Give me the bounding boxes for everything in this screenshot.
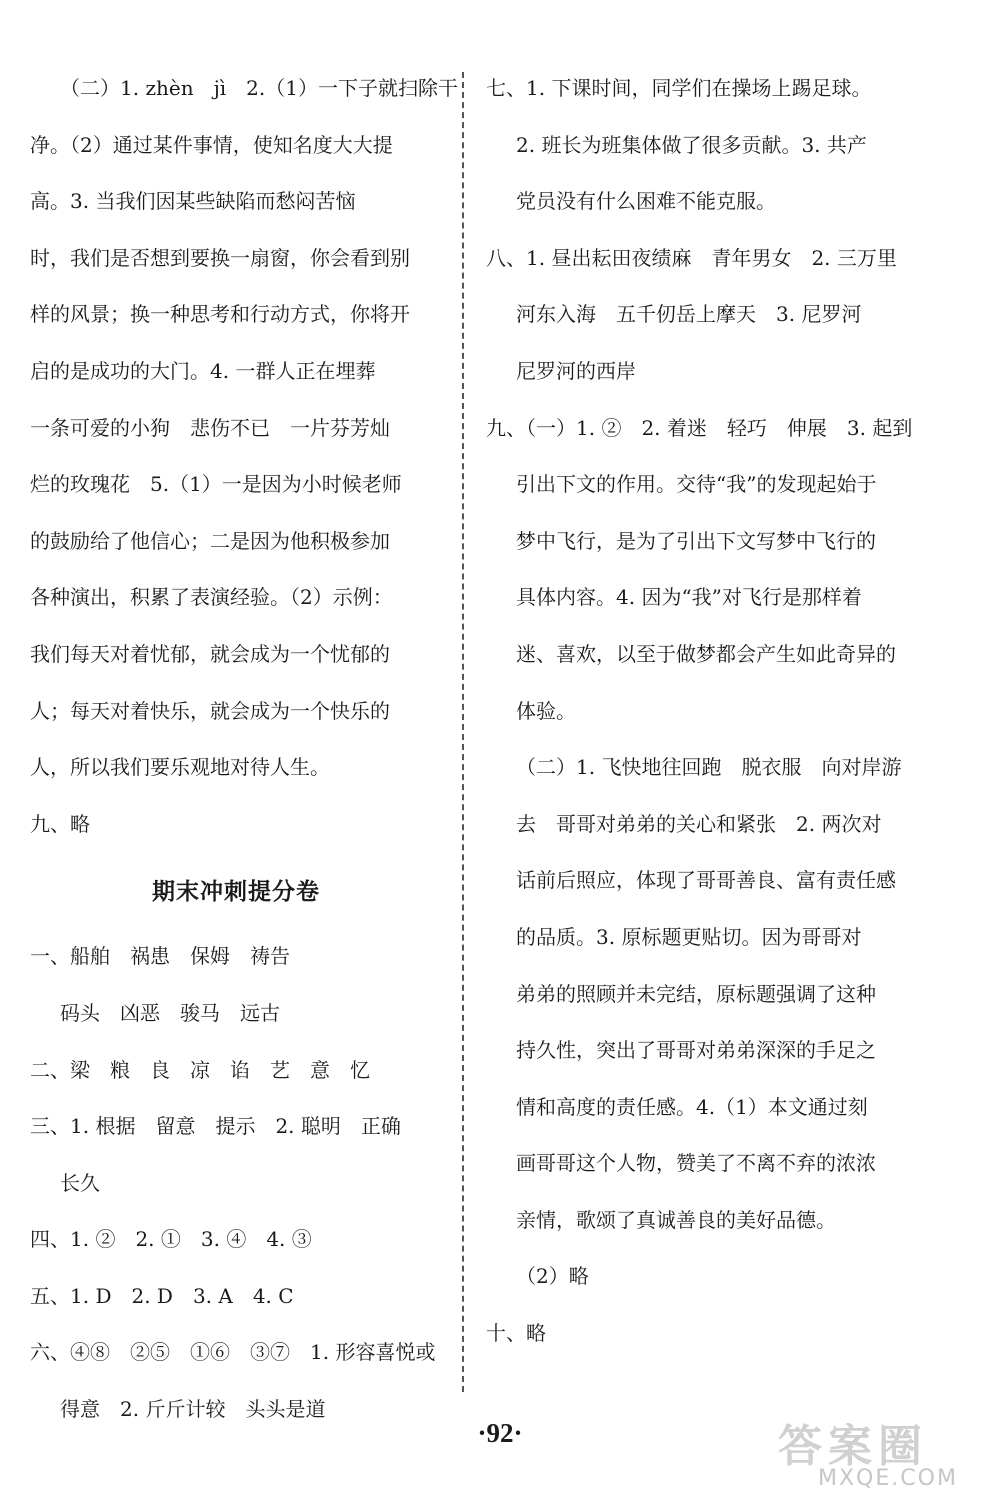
left-line: 烂的玫瑰花 5.（1）一是因为小时候老师 xyxy=(30,472,402,497)
exam-answer-lines xyxy=(30,928,442,1437)
right-line: 具体内容。4. 因为“我”对飞行是那样着 xyxy=(516,585,862,610)
right-line: 体验。 xyxy=(516,698,576,723)
left-line: （二）1. zhèn jì 2.（1）一下子就扫除干 xyxy=(60,76,458,100)
exam-line: 四、1. ② 2. ① 3. ④ 4. ③ xyxy=(30,1227,312,1252)
right-line: 的品质。3. 原标题更贴切。因为哥哥对 xyxy=(516,924,862,949)
right-line: 梦中飞行，是为了引出下文写梦中飞行的 xyxy=(516,528,876,553)
right-line: 2. 班长为班集体做了很多贡献。3. 共产 xyxy=(516,132,867,157)
right-line: 话前后照应，体现了哥哥善良、富有责任感 xyxy=(516,868,896,893)
right-line: 十、略 xyxy=(486,1321,546,1346)
exam-line: 五、1. D 2. D 3. A 4. C xyxy=(30,1283,294,1308)
left-line: 一条可爱的小狗 悲伤不已 一片芬芳灿 xyxy=(30,415,390,440)
left-line: 各种演出，积累了表演经验。（2）示例： xyxy=(30,585,393,610)
right-line: （二）1. 飞快地往回跑 脱衣服 向对岸游 xyxy=(516,755,902,780)
left-line: 人，所以我们要乐观地对待人生。 xyxy=(30,755,330,780)
exam-line: 六、④⑧ ②⑤ ①⑥ ③⑦ 1. 形容喜悦或 xyxy=(30,1340,436,1365)
right-line: 尼罗河的西岸 xyxy=(516,358,636,383)
left-line: 启的是成功的大门。4. 一群人正在埋葬 xyxy=(30,358,376,383)
right-line: 去 哥哥对弟弟的关心和紧张 2. 两次对 xyxy=(516,811,882,836)
left-line: 时，我们是否想到要换一扇窗，你会看到别 xyxy=(30,245,410,270)
watermark-logo xyxy=(772,1410,982,1496)
right-line: 九、（一）1. ② 2. 着迷 轻巧 伸展 3. 起到 xyxy=(486,415,913,440)
exam-line: 二、梁 粮 良 凉 谄 艺 意 忆 xyxy=(30,1057,370,1082)
exam-line: 码头 凶恶 骏马 远古 xyxy=(60,1000,280,1025)
watermark-url: MXQE.COM xyxy=(818,1466,958,1491)
left-answer-lines xyxy=(30,60,458,796)
exam-line: 长久 xyxy=(60,1170,100,1195)
right-line: 河东入海 五千仞岳上摩天 3. 尼罗河 xyxy=(516,302,862,327)
right-line: 八、1. 昼出耘田夜绩麻 青年男女 2. 三万里 xyxy=(486,245,897,270)
exam-line: 一、船舶 祸患 保姆 祷告 xyxy=(30,944,290,969)
right-column xyxy=(486,60,913,1362)
left-line: 净。（2）通过某件事情，使知名度大大提 xyxy=(30,132,393,157)
right-answer-lines xyxy=(486,60,913,1362)
right-line: （2）略 xyxy=(516,1264,589,1289)
right-line: 七、1. 下课时间，同学们在操场上踢足球。 xyxy=(486,76,872,100)
right-line: 持久性，突出了哥哥对弟弟深深的手足之 xyxy=(516,1038,876,1063)
exam-line: 得意 2. 斤斤计较 头头是道 xyxy=(60,1397,326,1422)
right-line: 弟弟的照顾并未完结，原标题强调了这种 xyxy=(516,981,876,1006)
left-line: 人；每天对着快乐，就会成为一个快乐的 xyxy=(30,698,390,723)
left-line: 样的风景；换一种思考和行动方式，你将开 xyxy=(30,302,410,327)
left-line: 我们每天对着忧郁，就会成为一个忧郁的 xyxy=(30,641,390,666)
right-line: 引出下文的作用。交待“我”的发现起始于 xyxy=(516,472,877,497)
page-number: ·92· xyxy=(477,1418,523,1448)
column-divider xyxy=(462,72,464,1392)
right-line: 迷、喜欢，以至于做梦都会产生如此奇异的 xyxy=(516,641,896,666)
left-line: 的鼓励给了他信心；二是因为他积极参加 xyxy=(30,528,390,553)
right-line: 党员没有什么困难不能克服。 xyxy=(516,189,776,214)
right-line: 亲情，歌颂了真诚善良的美好品德。 xyxy=(516,1207,836,1232)
right-line: 画哥哥这个人物，赞美了不离不弃的浓浓 xyxy=(516,1151,876,1176)
exam-line: 三、1. 根据 留意 提示 2. 聪明 正确 xyxy=(30,1114,401,1139)
section-title: 期末冲刺提分卷 xyxy=(152,879,320,906)
left-line: 高。3. 当我们因某些缺陷而愁闷苦恼 xyxy=(30,189,356,214)
watermark-text: 答案圈 xyxy=(778,1421,928,1472)
left-column xyxy=(30,60,458,1438)
right-line: 情和高度的责任感。4.（1）本文通过刻 xyxy=(516,1094,868,1119)
left-item-nine: 九、略 xyxy=(30,811,90,836)
